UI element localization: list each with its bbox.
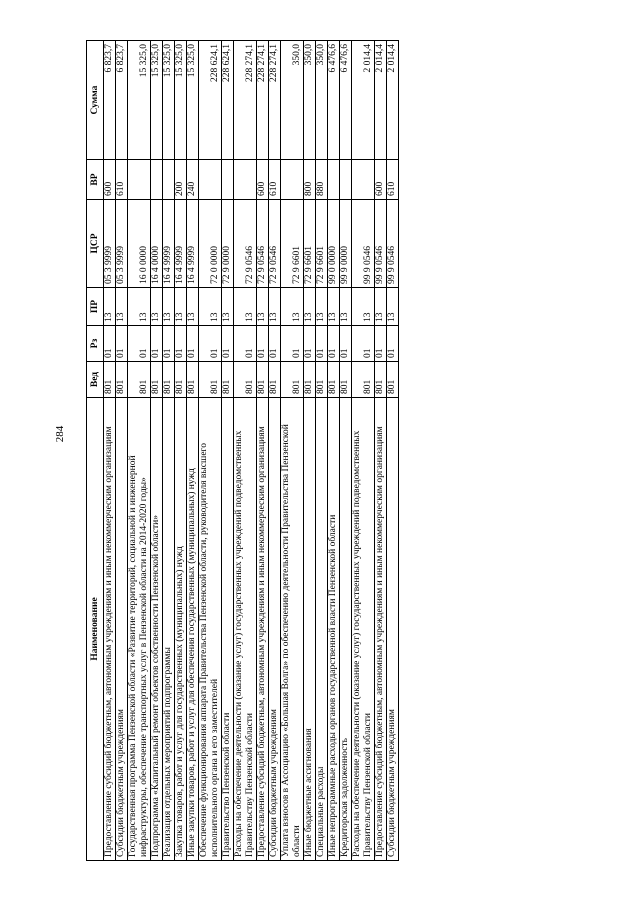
table-row: [234, 41, 257, 861]
cell-csr: 99 9 0546: [352, 200, 375, 288]
cell-sum: 6 476,6: [340, 41, 352, 160]
cell-sum: 228 624,1: [222, 41, 234, 160]
cell-ved: 801: [375, 362, 387, 398]
table-row: [199, 41, 222, 861]
cell-name: Обеспечение функционирования аппарата Правительства Пензенской области, руководителя высшего исполнительного органа и его заместителей: [199, 398, 222, 861]
cell-ved: 801: [234, 362, 257, 398]
cell-rz: 01: [328, 326, 340, 362]
header-vr: ВР: [87, 160, 104, 200]
header-sum: Сумма: [87, 41, 104, 160]
cell-pr: 13: [234, 288, 257, 326]
cell-pr: 13: [151, 288, 163, 326]
cell-vr: 610: [387, 160, 399, 200]
cell-vr: [199, 160, 222, 200]
cell-rz: 01: [151, 326, 163, 362]
cell-ved: 801: [328, 362, 340, 398]
cell-sum: 15 325,0: [151, 41, 163, 160]
header-ved: Вед: [87, 362, 104, 398]
cell-name: Подпрограмма «Капитальный ремонт объектов собственности Пензенской области»: [151, 398, 163, 861]
cell-name: Предоставление субсидий бюджетным, автономным учреждениям и иным некоммерческим организациям: [104, 398, 116, 861]
cell-ved: 801: [187, 362, 199, 398]
cell-csr: 16 4 9999: [163, 200, 175, 288]
cell-name: Кредиторская задолженность: [340, 398, 352, 861]
cell-vr: 800: [304, 160, 316, 200]
header-pr: ПР: [87, 288, 104, 326]
rotated-table-wrapper: [86, 41, 586, 861]
cell-pr: 13: [116, 288, 128, 326]
cell-csr: 99 9 0546: [375, 200, 387, 288]
cell-vr: 880: [316, 160, 328, 200]
cell-ved: 801: [340, 362, 352, 398]
cell-sum: 228 274,1: [234, 41, 257, 160]
header-name: Наименование: [87, 398, 104, 861]
cell-pr: 13: [281, 288, 304, 326]
cell-name: Субсидии бюджетным учреждениям: [269, 398, 281, 861]
cell-sum: 15 325,0: [187, 41, 199, 160]
cell-rz: 01: [375, 326, 387, 362]
cell-rz: 01: [269, 326, 281, 362]
cell-name: Предоставление субсидий бюджетным, автономным учреждениям и иным некоммерческим организациям: [257, 398, 269, 861]
table-row: [222, 41, 234, 861]
cell-pr: 13: [175, 288, 187, 326]
cell-sum: 2 014,4: [352, 41, 375, 160]
cell-csr: 05 3 9999: [104, 200, 116, 288]
cell-vr: 600: [104, 160, 116, 200]
cell-vr: [222, 160, 234, 200]
header-csr: ЦСР: [87, 200, 104, 288]
cell-pr: 13: [375, 288, 387, 326]
cell-name: Правительство Пензенской области: [222, 398, 234, 861]
table-row: [187, 41, 199, 861]
cell-vr: [128, 160, 151, 200]
cell-rz: 01: [104, 326, 116, 362]
cell-csr: 16 0 0000: [128, 200, 151, 288]
cell-name: Иные бюджетные ассигнования: [304, 398, 316, 861]
cell-rz: 01: [222, 326, 234, 362]
cell-vr: [281, 160, 304, 200]
cell-csr: 72 9 0546: [269, 200, 281, 288]
cell-csr: 72 9 6601: [281, 200, 304, 288]
page-number: 284: [54, 425, 66, 443]
cell-csr: 72 9 0546: [234, 200, 257, 288]
cell-rz: 01: [187, 326, 199, 362]
cell-sum: 228 274,1: [269, 41, 281, 160]
cell-pr: 13: [222, 288, 234, 326]
cell-ved: 801: [222, 362, 234, 398]
cell-rz: 01: [163, 326, 175, 362]
cell-pr: 13: [257, 288, 269, 326]
table-row: [328, 41, 340, 861]
table-row: [304, 41, 316, 861]
table-row: [104, 41, 116, 861]
cell-sum: 6 823,7: [116, 41, 128, 160]
cell-rz: 01: [387, 326, 399, 362]
cell-vr: [163, 160, 175, 200]
cell-ved: 801: [199, 362, 222, 398]
cell-pr: 13: [304, 288, 316, 326]
cell-vr: [352, 160, 375, 200]
cell-vr: [340, 160, 352, 200]
cell-sum: 228 624,1: [199, 41, 222, 160]
cell-rz: 01: [175, 326, 187, 362]
cell-ved: 801: [281, 362, 304, 398]
cell-pr: 13: [163, 288, 175, 326]
table-row: [128, 41, 151, 861]
cell-csr: 72 9 6601: [316, 200, 328, 288]
table-row: [281, 41, 304, 861]
cell-ved: 801: [269, 362, 281, 398]
cell-csr: 72 9 6601: [304, 200, 316, 288]
cell-pr: 13: [128, 288, 151, 326]
table-row: [375, 41, 387, 861]
cell-csr: 99 0 0000: [328, 200, 340, 288]
cell-pr: 13: [387, 288, 399, 326]
cell-pr: 13: [340, 288, 352, 326]
cell-rz: 01: [257, 326, 269, 362]
cell-rz: 01: [199, 326, 222, 362]
cell-csr: 99 9 0000: [340, 200, 352, 288]
cell-ved: 801: [128, 362, 151, 398]
cell-vr: [151, 160, 163, 200]
cell-sum: 15 325,0: [128, 41, 151, 160]
header-rz: Рз: [87, 326, 104, 362]
cell-pr: 13: [187, 288, 199, 326]
cell-ved: 801: [304, 362, 316, 398]
table-row: [269, 41, 281, 861]
cell-vr: 600: [375, 160, 387, 200]
cell-name: Иные закупки товаров, работ и услуг для обеспечения государственных (муниципальных) нужд: [187, 398, 199, 861]
cell-ved: 801: [352, 362, 375, 398]
cell-rz: 01: [116, 326, 128, 362]
cell-name: Государственная программа Пензенской области «Развитие территорий, социальной и инженерной инфраструктуры, обеспечение транспортных услуг в Пензенской области на 2014-2020 годы»: [128, 398, 151, 861]
cell-vr: 600: [257, 160, 269, 200]
table-row: [175, 41, 187, 861]
cell-pr: 13: [328, 288, 340, 326]
cell-name: Расходы на обеспечение деятельности (оказание услуг) государственных учреждений подведомственных Правительству Пензенской области: [234, 398, 257, 861]
cell-csr: 05 3 9999: [116, 200, 128, 288]
cell-name: Расходы на обеспечение деятельности (оказание услуг) государственных учреждений подведомственных Правительству Пензенской области: [352, 398, 375, 861]
table-row: [340, 41, 352, 861]
cell-sum: 228 274,1: [257, 41, 269, 160]
cell-ved: 801: [104, 362, 116, 398]
cell-sum: 350,0: [316, 41, 328, 160]
cell-name: Закупка товаров, работ и услуг для государственных (муниципальных) нужд: [175, 398, 187, 861]
cell-vr: 610: [116, 160, 128, 200]
cell-sum: 15 325,0: [163, 41, 175, 160]
table-row: [352, 41, 375, 861]
cell-vr: [328, 160, 340, 200]
cell-name: Реализация отдельных мероприятий подпрограммы: [163, 398, 175, 861]
table-row: [257, 41, 269, 861]
cell-rz: 01: [316, 326, 328, 362]
cell-sum: 15 325,0: [175, 41, 187, 160]
cell-name: Специальные расходы: [316, 398, 328, 861]
cell-ved: 801: [316, 362, 328, 398]
cell-csr: 72 9 0546: [257, 200, 269, 288]
budget-table: [86, 40, 399, 861]
cell-vr: 200: [175, 160, 187, 200]
cell-name: Субсидии бюджетным учреждениям: [387, 398, 399, 861]
cell-pr: 13: [269, 288, 281, 326]
cell-csr: 16 4 9999: [175, 200, 187, 288]
cell-name: Субсидии бюджетным учреждениям: [116, 398, 128, 861]
cell-ved: 801: [116, 362, 128, 398]
cell-ved: 801: [175, 362, 187, 398]
cell-csr: 16 4 0000: [151, 200, 163, 288]
cell-pr: 13: [316, 288, 328, 326]
cell-ved: 801: [257, 362, 269, 398]
cell-rz: 01: [340, 326, 352, 362]
cell-sum: 2 014,4: [375, 41, 387, 160]
cell-ved: 801: [151, 362, 163, 398]
cell-rz: 01: [281, 326, 304, 362]
cell-sum: 2 014,4: [387, 41, 399, 160]
cell-ved: 801: [387, 362, 399, 398]
cell-vr: 610: [269, 160, 281, 200]
cell-sum: 6 476,6: [328, 41, 340, 160]
cell-pr: 13: [352, 288, 375, 326]
cell-rz: 01: [304, 326, 316, 362]
cell-sum: 350,0: [281, 41, 304, 160]
table-row: [316, 41, 328, 861]
cell-rz: 01: [234, 326, 257, 362]
cell-ved: 801: [163, 362, 175, 398]
cell-name: Предоставление субсидий бюджетным, автономным учреждениям и иным некоммерческим организациям: [375, 398, 387, 861]
cell-sum: 6 823,7: [104, 41, 116, 160]
cell-sum: 350,0: [304, 41, 316, 160]
cell-vr: [234, 160, 257, 200]
cell-rz: 01: [128, 326, 151, 362]
table-row: [163, 41, 175, 861]
cell-csr: 16 4 9999: [187, 200, 199, 288]
cell-csr: 72 9 0000: [222, 200, 234, 288]
table-row: [387, 41, 399, 861]
table-header-row: [87, 41, 104, 861]
table-row: [151, 41, 163, 861]
cell-csr: 72 0 0000: [199, 200, 222, 288]
cell-pr: 13: [104, 288, 116, 326]
cell-name: Иные непрограммные расходы органов государственной власти Пензенской области: [328, 398, 340, 861]
cell-vr: 240: [187, 160, 199, 200]
cell-csr: 99 9 0546: [387, 200, 399, 288]
cell-rz: 01: [352, 326, 375, 362]
cell-pr: 13: [199, 288, 222, 326]
table-row: [116, 41, 128, 861]
cell-name: Уплата взносов в Ассоциацию «Большая Волга» по обеспечению деятельности Правительства Пензенской области: [281, 398, 304, 861]
